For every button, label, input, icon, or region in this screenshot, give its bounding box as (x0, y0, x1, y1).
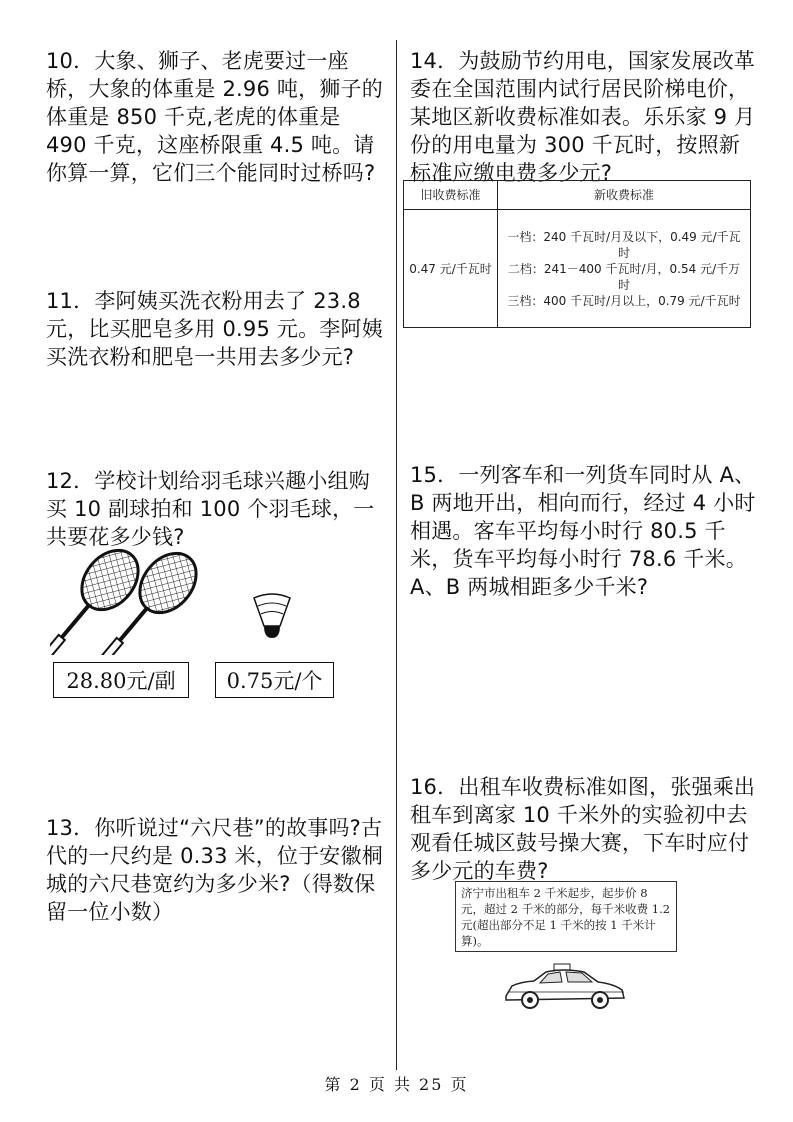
shuttlecock-image (250, 592, 294, 642)
question-15-text: 15．一列客车和一列货车同时从 A、B 两地开出，相向而行，经过 4 小时相遇。客车平均每小时行 80.5 千米，货车平均每小时行 78.6 千米。A、B 两城相距多少千米? (410, 463, 756, 599)
taxi-car-image (500, 962, 630, 1012)
question-13 (46, 814, 386, 926)
question-12 (46, 467, 386, 551)
question-11 (46, 287, 386, 371)
electricity-price-table (403, 180, 751, 328)
question-10 (46, 47, 386, 187)
tier-2: 二档：241－400 千瓦时/月，0.54 元/千万时 (507, 261, 741, 292)
question-12-text: 12．学校计划给羽毛球兴趣小组购买 10 副球拍和 100 个羽毛球，一共要花多少钱? (46, 469, 375, 549)
column-divider (396, 40, 397, 1070)
question-10-text: 10．大象、狮子、老虎要过一座桥，大象的体重是 2.96 吨，狮子的体重是 850 千克,老虎的体重是 490 千克，这座桥限重 4.5 吨。请你算一算，它们三个能同时过桥吗? (46, 49, 383, 185)
old-price-cell: 0.47 元/千瓦时 (404, 210, 498, 328)
header-old-standard: 旧收费标准 (404, 181, 498, 210)
new-price-cell (498, 210, 751, 328)
table-header-row (404, 181, 751, 210)
shuttlecock-price-box: 0.75元/个 (215, 662, 334, 698)
racket-price-box: 28.80元/副 (53, 662, 189, 698)
tier-3: 三档：400 千瓦时/月以上，0.79 元/千瓦时 (507, 293, 741, 308)
question-13-text: 13．你听说过“六尺巷”的故事吗?古代的一尺约是 0.33 米，位于安徽桐城的六尺巷宽约为多少米?（得数保留一位小数） (46, 816, 383, 924)
question-16 (410, 773, 760, 885)
question-14-text: 14．为鼓励节约用电，国家发展改革委在全国范围内试行居民阶梯电价，某地区新收费标准如表。乐乐家 9 月份的用电量为 300 千瓦时，按照新标准应缴电费多少元? (410, 49, 756, 185)
question-15 (410, 461, 760, 601)
page-footer: 第 2 页 共 25 页 (324, 1075, 469, 1094)
table-row (404, 210, 751, 328)
badminton-rackets-image (50, 545, 220, 655)
question-14 (410, 47, 760, 187)
taxi-fare-notice: 济宁市出租车 2 千米起步，起步价 8 元，超过 2 千米的部分，每千米收费 1.2 元(超出部分不足 1 千米的按 1 千米计算)。 (455, 881, 677, 952)
question-11-text: 11．李阿姨买洗衣粉用去了 23.8 元，比买肥皂多用 0.95 元。李阿姨买洗衣粉和肥皂一共用去多少元? (46, 289, 383, 369)
question-16-text: 16．出租车收费标准如图，张强乘出租车到离家 10 千米外的实验初中去观看任城区鼓号操大赛，下车时应付多少元的车费? (410, 775, 756, 883)
tier-1: 一档：240 千瓦时/月及以下，0.49 元/千瓦时 (507, 229, 741, 260)
header-new-standard: 新收费标准 (498, 181, 751, 210)
